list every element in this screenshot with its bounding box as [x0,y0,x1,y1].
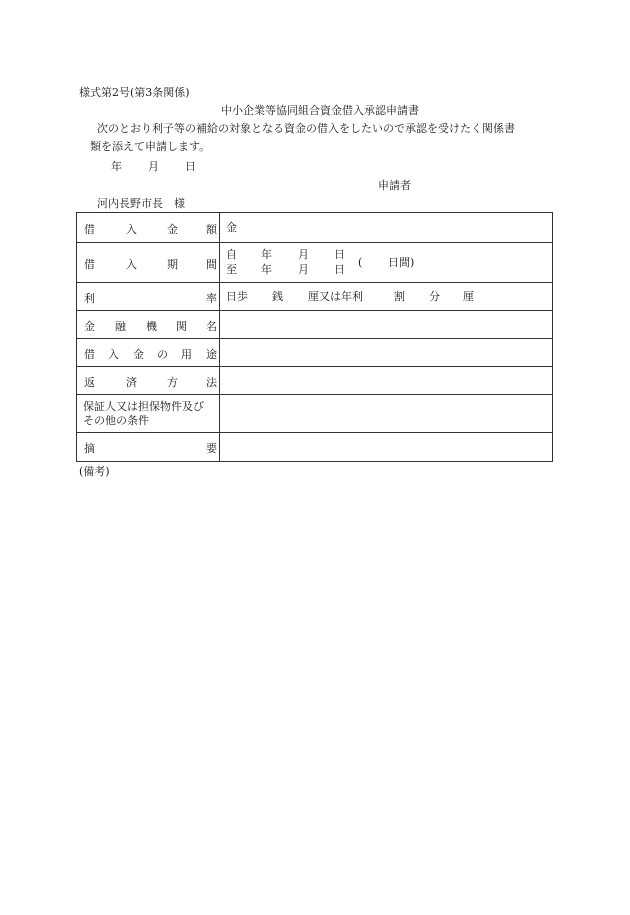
value-summary [220,433,552,461]
row-summary [77,433,552,461]
value-repayment-method [220,367,552,394]
date-day-label: 日 [185,160,196,173]
row-financial-institution [77,311,552,339]
period-days: 日間) [388,256,415,269]
period-to-year: 年 [261,263,272,276]
date-month-label: 月 [148,160,159,173]
period-from-month: 月 [298,248,309,261]
row-loan-purpose [77,339,552,367]
period-from-prefix: 自 [226,248,237,261]
date-year-label: 年 [111,160,122,173]
value-loan-period [220,243,552,282]
rate-bu: 分 [429,290,440,303]
amount-prefix: 金 [226,221,237,234]
form-number: 様式第2号(第3条関係) [79,86,190,99]
value-financial-institution [220,311,552,338]
label-financial-institution: 金 融 機 関 名 [77,311,220,338]
period-from-day: 日 [334,248,345,261]
value-interest-rate [220,283,552,310]
rate-wari: 割 [394,290,405,303]
applicant-label: 申請者 [378,179,411,192]
label-summary: 摘 要 [77,433,220,461]
row-loan-amount [77,213,552,243]
period-to-day: 日 [334,263,345,276]
row-loan-period [77,243,552,283]
rate-sen: 銭 [272,290,283,303]
period-to-month: 月 [298,263,309,276]
remarks-label: (備考) [79,465,110,478]
rate-rin-or-annual: 厘又は年利 [308,290,363,303]
addressee: 河内長野市長 様 [97,197,185,210]
document-title: 中小企業等協同組合資金借入承認申請書 [221,104,419,117]
intro-text-line-1: 次のとおり利子等の補給の対象となる資金の借入をしたいので承認を受けたく関係書 [97,122,515,135]
application-table [76,212,553,462]
label-loan-period: 借 入 期 間 [77,243,220,282]
row-guarantee-conditions [77,395,552,433]
value-guarantee-conditions [220,395,552,432]
label-loan-amount: 借 入 金 額 [77,213,220,242]
rate-daily: 日歩 [226,290,248,303]
period-from-year: 年 [261,248,272,261]
label-loan-purpose: 借 入 金 の 用 途 [77,339,220,366]
label-guarantee-conditions: 保証人又は担保物件及び その他の条件 [77,395,220,432]
intro-text-line-2: 類を添えて申請します。 [90,140,211,153]
value-loan-amount [220,213,552,242]
value-loan-purpose [220,339,552,366]
period-to-prefix: 至 [226,263,237,276]
label-interest-rate: 利 率 [77,283,220,310]
period-paren-open: ( [358,256,363,269]
label-repayment-method: 返 済 方 法 [77,367,220,394]
row-interest-rate [77,283,552,311]
rate-rin: 厘 [463,290,474,303]
row-repayment-method [77,367,552,395]
